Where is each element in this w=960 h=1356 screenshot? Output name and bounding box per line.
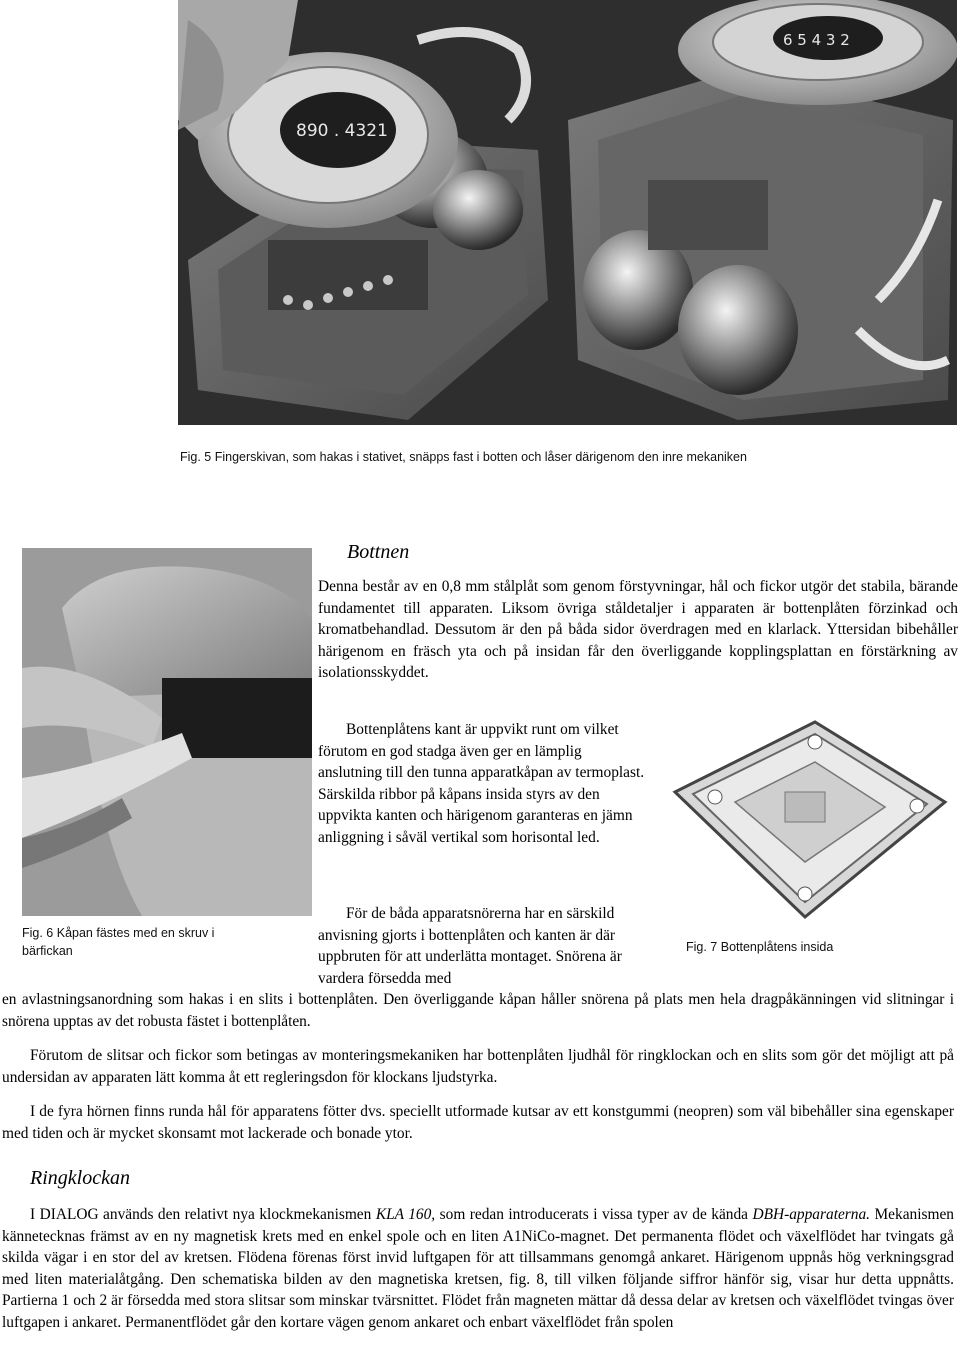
fig5-caption: Fig. 5 Fingerskivan, som hakas i stativet, snäpps fast i botten och låser därigenom den inre mekaniken xyxy=(180,450,747,464)
ringklockan-text-b: som redan introducerats i vissa typer av de kända xyxy=(435,1206,753,1223)
bottnen-paragraph-3-wide: en avlastningsanordning som hakas i en slits i bottenplåten. Den överliggande kåpan håller snörena på plats men hela dragpåkänningen vid slitningar i snörena upptas av det robusta fästet i bottenplåten. xyxy=(2,991,954,1030)
fig5-photo xyxy=(178,0,957,425)
dbh-apparaterna: DBH-apparaterna. xyxy=(752,1206,871,1223)
fig6-photo xyxy=(22,548,312,916)
ringklockan-paragraph-1 xyxy=(2,1204,954,1333)
bottnen-paragraph-1: Denna består av en 0,8 mm stålplåt som genom förstyvningar, hål och fickor utgör det stabila, bärande fundamentet till apparaten. Liksom övriga ståldetaljer i apparaten är bottenplåten förzinkad och kromatbehandlad. Dessutom är den på båda sidor överdragen med en klarlack. Yttersidan bibehåller härigenom en fräsch yta och på insidan får den överliggande kopplingsplattan en förstärkning av isolationsskyddet. xyxy=(318,578,958,681)
fig6-caption-line2: bärfickan xyxy=(22,944,73,958)
right-dial-digits: 6 5 4 3 2 xyxy=(783,31,850,49)
bottnen-paragraph-5 xyxy=(2,1101,954,1144)
bottnen-paragraph-3-narrow-text: För de båda apparatsnörerna har en särskild anvisning gjorts i bottenplåten och kanten är där uppbruten för att underlätta montaget. Snörena är vardera försedda med xyxy=(318,905,622,987)
section-heading-ringklockan: Ringklockan xyxy=(30,1167,130,1189)
fig7-caption: Fig. 7 Bottenplåtens insida xyxy=(686,940,834,954)
ringklockan-text-a: I DIALOG används den relativt nya klockmekanismen xyxy=(30,1206,376,1223)
bottnen-paragraph-3-narrow xyxy=(318,903,650,989)
section-heading-bottnen: Bottnen xyxy=(347,541,410,563)
fig6-caption-line1: Fig. 6 Kåpan fästes med en skruv i xyxy=(22,926,215,940)
bottnen-paragraph-5-text: I de fyra hörnen finns runda hål för apparatens fötter dvs. speciellt utformade kutsar av ett konstgummi (neopren) som väl bibehåller sina egenskaper med tiden och är mycket skonsamt mot lackerade och bonade ytor. xyxy=(2,1103,954,1142)
ringklockan-text-c: Mekanismen kännetecknas främst av en ny magnetisk krets med en enkel spole och en liten A1NiCo-magnet. Det permanenta flödet och växelflödet har tvingats gå skilda vägar i en stor del av kretsen. Flödena förenas först invid luftgapen för att tillsammans genomgå ankaret. Härigenom uppnås hög verkningsgrad med liten materialåtgång. Den schematiska bilden av den magnetiska kretsen, fig. 8, till vilken följande siffror hänför sig, visar hur detta uppnåtts. Partierna 1 och 2 är försedda med stora slitsar som minskar tvärsnittet. Flödet från magneten mättar då dessa delar av kretsen och växelflödet tvingas över luftgapen i ankaret. Permanentflödet går den kortare vägen genom ankaret och enbart växelflödet från spolen xyxy=(2,1206,954,1331)
bottnen-paragraph-4 xyxy=(2,1045,954,1088)
kla-160-model: KLA 160, xyxy=(375,1206,436,1223)
bottnen-paragraph-2 xyxy=(318,719,648,848)
bottnen-paragraph-4-text: Förutom de slitsar och fickor som betingas av monteringsmekaniken har bottenplåten ljudhål för ringklockan och en slits som gör det möjligt att på undersidan av apparaten lätt komma åt ett regleringsdon för klockans ljudstyrka. xyxy=(2,1047,954,1086)
fig7-photo xyxy=(655,712,957,924)
bottnen-paragraph-2-text: Bottenplåtens kant är uppvikt runt om vilket förutom en god stadga även ger en lämplig anslutning till den tunna apparatkåpan av termoplast. Särskilda ribbor på kåpans insida styrs av den uppvikta kanten och härigenom garanteras en jämn anliggning i såväl vertikal som horisontal led. xyxy=(318,721,645,846)
left-dial-digits: 890 . 4321 xyxy=(296,121,388,141)
